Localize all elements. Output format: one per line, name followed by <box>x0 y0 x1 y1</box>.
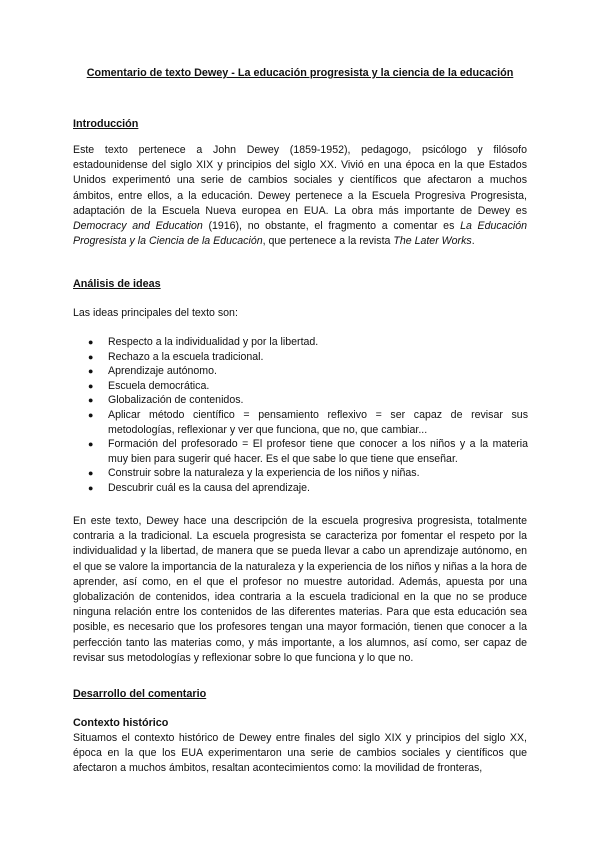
bullet-icon: ● <box>88 439 94 450</box>
introduccion-text-2: (1916), no obstante, el fragmento a comentar es <box>202 220 461 233</box>
introduccion-text-1: Este texto pertenece a John Dewey (1859-1952), pedagogo, psicólogo y filósofo estadounidense del siglo XIX y principios del siglo XX. Vivió en una época en la que Estados Unidos experimentó una serie de cambios sociales y científicos que afectaron a muchos ámbitos, entre ellos, a la educación. Dewey pertenece a la Escuela Progresiva Progresista, adaptación de la Escuela Nueva europea en EUA. La obra más importante de Dewey es <box>73 144 527 217</box>
work-title-democracy: Democracy and Education <box>73 220 203 233</box>
ideas-list <box>0 335 528 496</box>
introduccion-text-3: , que pertenece a la revista <box>262 235 394 248</box>
section-heading-desarrollo: Desarrollo del comentario <box>73 688 207 700</box>
work-title-educacion-progresista: La Educación Progresista y la Ciencia de la Educación <box>73 220 528 248</box>
subheading-contexto-historico: Contexto histórico <box>73 717 169 729</box>
ideas-intro: Las ideas principales del texto son: <box>73 307 238 319</box>
bullet-icon: ● <box>88 409 94 420</box>
bullet-icon: ● <box>88 366 94 377</box>
list-item: ● Respecto a la individualidad y por la libertad. <box>88 336 319 348</box>
list-item: ● Aprendizaje autónomo. <box>88 365 217 378</box>
section-heading-analisis: Análisis de ideas <box>73 278 161 290</box>
bullet-icon: ● <box>88 337 94 347</box>
section-heading-introduccion: Introducción <box>73 118 139 130</box>
work-title-later-works: The Later Works <box>393 235 472 248</box>
list-item: ● Globalización de contenidos. <box>88 394 244 407</box>
list-item: ● Formación del profesorado = El profesor tiene que conocer a los niños y a la materia muy bien para sugerir qué hacer. Es el que sabe lo que tiene que enseñar. <box>88 438 528 465</box>
list-item: ● Rechazo a la escuela tradicional. <box>88 350 264 363</box>
list-item: ● Escuela democrática. <box>88 379 210 392</box>
document-title: Comentario de texto Dewey - La educación progresista y la ciencia de la educación <box>86 67 514 79</box>
bullet-icon: ● <box>88 380 94 391</box>
list-item: ● Aplicar método científico = pensamiento reflexivo = ser capaz de revisar sus metodologías, reflexionar y ver que funciona, que no, que cambiar... <box>88 408 528 436</box>
introduccion-text-4: . <box>471 235 475 248</box>
bullet-icon: ● <box>88 351 94 362</box>
contexto-paragraph: Situamos el contexto histórico de Dewey entre finales del siglo XIX y principios del siglo XX, época en la que los EUA experimentaron una serie de cambios sociales y científicos que afectaron a muchos ámbitos, resaltan acontecimientos como: la movilidad de fronteras, <box>73 732 527 775</box>
analisis-paragraph: En este texto, Dewey hace una descripción de la escuela progresiva progresista, totalmente contraria a la tradicional. La escuela progresista se caracteriza por fomentar el respeto por la individualidad y la libertad, de manera que se pueda llevar a cabo un aprendizaje autónomo, en el que se valore la importancia de la naturaleza y la experiencia de los niños y niñas a la hora de aprender, así como, en el que el profesor no muestre autoridad. Además, apuesta por una globalización de contenidos, idea contraria a la escuela tradicional en la que no se produce ninguna relación entre los contenidos de las diferentes materias. Para que esta educación sea posible, es necesario que los profesores tengan una mayor formación, tienen que conocer a la perfección tanto las materias como, y más importante, a los alumnos, así como, ser capaz de revisar sus metodologías y reflexionar sobre lo que funciona y lo que no. <box>73 515 527 664</box>
list-item: ● Descubrir cuál es la causa del aprendizaje. <box>88 481 310 494</box>
list-item: ● Construir sobre la naturaleza y la experiencia de los niños y niñas. <box>88 467 420 480</box>
bullet-icon: ● <box>88 468 94 479</box>
introduccion-paragraph <box>73 143 527 249</box>
bullet-icon: ● <box>88 395 94 406</box>
bullet-icon: ● <box>88 482 94 493</box>
